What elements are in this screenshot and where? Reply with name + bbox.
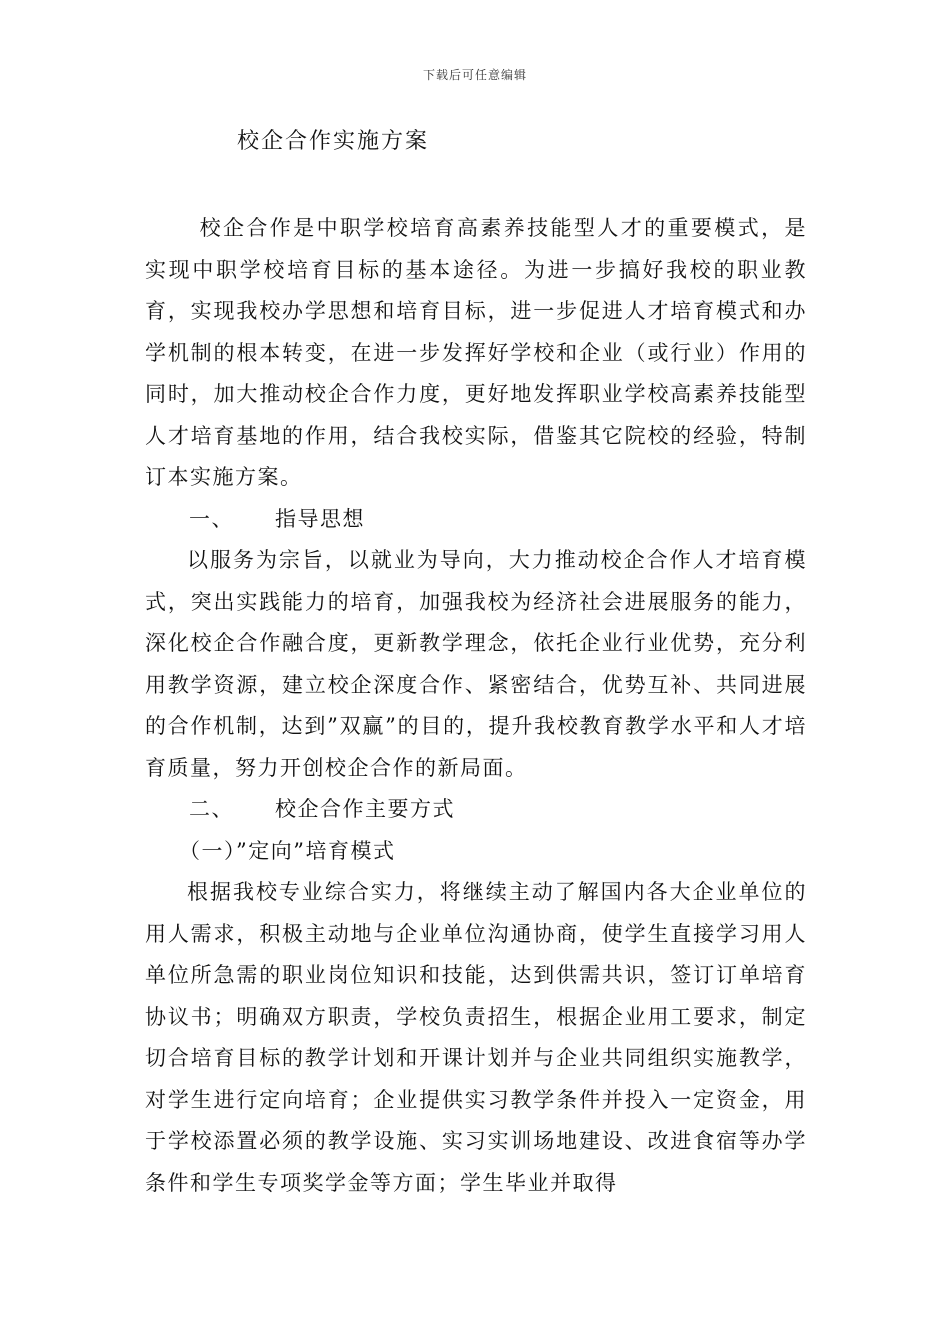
document-body bbox=[145, 208, 807, 1204]
intro-paragraph: 校企合作是中职学校培育高素养技能型人才的重要模式，是实现中职学校培育目标的基本途径。为进一步搞好我校的职业教育，实现我校办学思想和培育目标，进一步促进人才培育模式和办学机制的根本转变，在进一步发挥好学校和企业（或行业）作用的同时，加大推动校企合作力度，更好地发挥职业学校高素养技能型人才培育基地的作用，结合我校实际，借鉴其它院校的经验，特制订本实施方案。 bbox=[145, 216, 807, 489]
section-title-1: 指导思想 bbox=[275, 506, 365, 531]
document-title: 校企合作实施方案 bbox=[237, 129, 430, 154]
section-heading-1 bbox=[145, 499, 807, 541]
section-number-1: 一、 bbox=[189, 506, 234, 531]
section-heading-2 bbox=[145, 789, 807, 831]
section-title-2: 校企合作主要方式 bbox=[275, 797, 455, 821]
subsection-1-paragraph: 根据我校专业综合实力，将继续主动了解国内各大企业单位的用人需求，积极主动地与企业单位沟通协商，使学生直接学习用人单位所急需的职业岗位知识和技能，达到供需共识，签订订单培育协议书；明确双方职责，学校负责招生，根据企业用工要求，制定切合培育目标的教学计划和开课计划并与企业共同组织实施教学，对学生进行定向培育；企业提供实习教学条件并投入一定资金，用于学校添置必须的教学设施、实习实训场地建设、改进食宿等办学条件和学生专项奖学金等方面；学生毕业并取得 bbox=[145, 880, 807, 1195]
section-number-2: 二、 bbox=[189, 797, 234, 821]
section-1-paragraph: 以服务为宗旨，以就业为导向，大力推动校企合作人才培育模式，突出实践能力的培育，加强我校为经济社会进展服务的能力，深化校企合作融合度，更新教学理念，依托企业行业优势，充分利用教学资源，建立校企深度合作、紧密结合，优势互补、共同进展的合作机制，达到”双赢”的目的，提升我校教育教学水平和人才培育质量，努力开创校企合作的新局面。 bbox=[145, 548, 807, 780]
subsection-heading-1: （一）”定向”培育模式 bbox=[179, 838, 396, 863]
page-header-note: 下载后可任意编辑 bbox=[422, 68, 527, 82]
